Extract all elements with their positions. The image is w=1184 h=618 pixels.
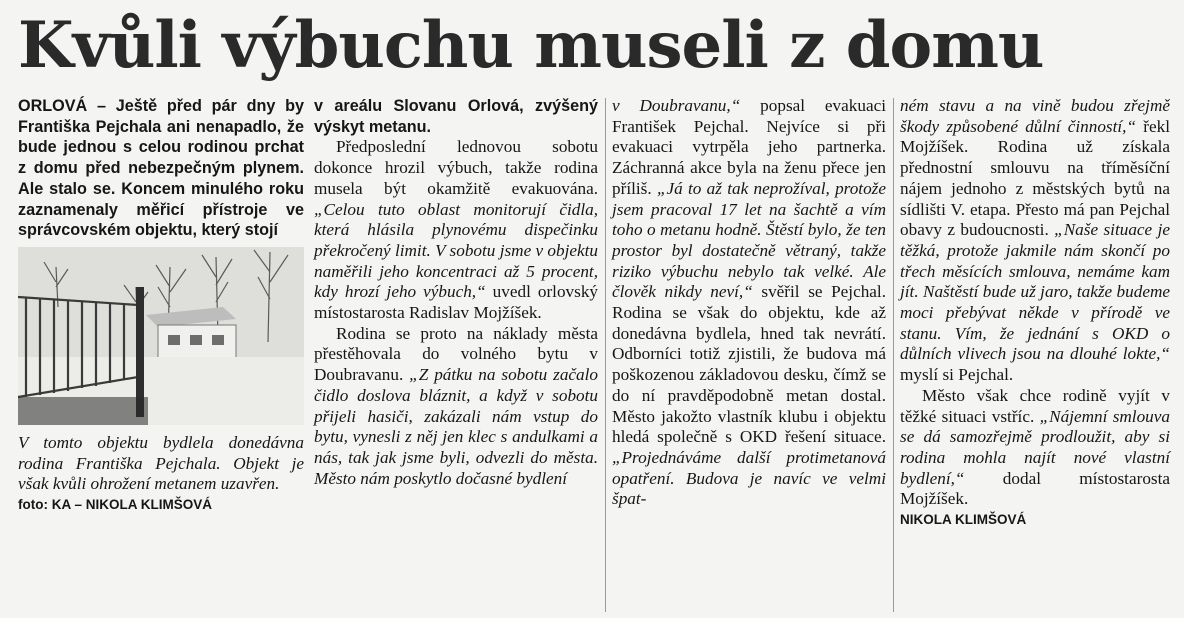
paragraph xyxy=(314,324,598,490)
photo-credit: foto: KA – NIKOLA KLIMŠOVÁ xyxy=(18,497,212,513)
photo-caption: V tomto objektu bydlela donedávna rodina Františka Pejchala. Objekt je však kvůli ohrožení metanem uzavřen. xyxy=(18,432,304,494)
quote: „Celou tuto oblast monitorují čidla, která hlásila plynovému dispečinku překročený limit. V sobotu jsme v objektu naměřili jeho koncentraci až 5 procent, kdy hrozí jeho výbuch,“ xyxy=(314,199,599,302)
column-4 xyxy=(900,96,1170,618)
article-lead: ORLOVÁ – Ještě před pár dny by Františka Pejchala ani nenapadlo, že bude jednou s celou rodinou prchat z domu před nebezpečným plynem. Ale stalo se. Koncem minulého roku zaznamenaly měřicí přístroje ve správcovském objektu, který stojí xyxy=(18,97,304,240)
column-3 xyxy=(612,96,886,618)
text: řekl Mojžíšek. Rodina už získala přednostní smlouvu na tříměsíční nájem jednoho z městských bytů na sídlišti V. etapa. Přesto má pan Pejchal obavy z budoucnosti. xyxy=(900,116,1170,240)
quote: „Naše situace je těžká, protože jakmile nám skončí po třech měsících smlouva, nemáme kam jít. Naštěstí bude už jaro, takže budeme moci přebývat někde v přírodě ve stanu. Vím, že jednání s OKD o důlních vlivech jsou na dlouhé lokte,“ xyxy=(900,220,1170,364)
column-divider xyxy=(893,98,894,612)
paragraph xyxy=(900,96,1170,386)
article-photo xyxy=(18,247,304,425)
paragraph xyxy=(612,96,886,510)
column-2 xyxy=(314,96,598,618)
paragraph xyxy=(900,386,1170,510)
text: Předposlední lednovou sobotu dokonce hrozil výbuch, takže rodina musela být okamžitě evakuována. xyxy=(314,137,598,198)
quote: „Z pátku na sobotu začalo čidlo doslova bláznit, a když v sobotu přijeli hasiči, zakázali nám vstup do bytu, vynesli z něj jen klec s andulkami a nás, tak jak jsme byli, odvezli do města. Město nám poskytlo dočasné bydlení xyxy=(314,365,598,488)
quote: v Doubravanu,“ xyxy=(612,96,741,115)
text: Město však chce rodině vyjít v těžké situaci vstříc. xyxy=(900,385,1170,426)
quote: ném stavu a na vině budou zřejmě škody způsobené důlní činností,“ xyxy=(900,96,1170,136)
article-lead-continued: v areálu Slovanu Orlová, zvýšený výskyt metanu. xyxy=(314,97,598,136)
text: svěřil se Pejchal. Rodina se však do objektu, kde až donedávna bydlela, hned tak nevrátí. Odborníci totiž zjistili, že budova má poškozenou základovou desku, čímž se do ní pravděpodobně metan dostal. Město jakožto vlastník klubu i objektu hledá společně s OKD řešení situace. xyxy=(612,282,886,447)
text: dodal místostarosta Mojžíšek. xyxy=(900,468,1170,509)
quote: „Projednáváme další protimetanová opatření. Budova je navíc ve velmi špat- xyxy=(612,447,886,509)
quote: „Já to až tak neprožíval, protože jsem pracoval 17 let na šachtě a vím toho o metanu hodně. Štěstí bylo, že ten prostor byl dostatečně větraný, takže riziko výbuchu nebylo tak velké. Ale člověk nikdy neví,“ xyxy=(612,178,886,302)
paragraph xyxy=(314,137,598,323)
text: myslí si Pejchal. xyxy=(900,365,1014,385)
column-divider xyxy=(605,98,606,612)
building-photo-illustration xyxy=(18,247,304,425)
column-1 xyxy=(18,96,304,618)
headline: Kvůli výbuchu museli z domu xyxy=(18,8,1044,83)
text: Rodina se proto na náklady města přestěhovala do volného bytu v Doubravanu. xyxy=(314,323,598,385)
author-signature: NIKOLA KLIMŠOVÁ xyxy=(900,512,1027,528)
text: popsal evakuaci František Pejchal. Nejvíce si při evakuaci vytrpěla jeho partnerka. Záchranná akce byla na ženu přece jen příliš. xyxy=(612,96,886,198)
quote: „Nájemní smlouva se dá samozřejmě prodloužit, aby si rodina mohla najít nové vlastní bydlení,“ xyxy=(900,406,1170,488)
text: uvedl orlovský místostarosta Radislav Mojžíšek. xyxy=(314,282,599,323)
